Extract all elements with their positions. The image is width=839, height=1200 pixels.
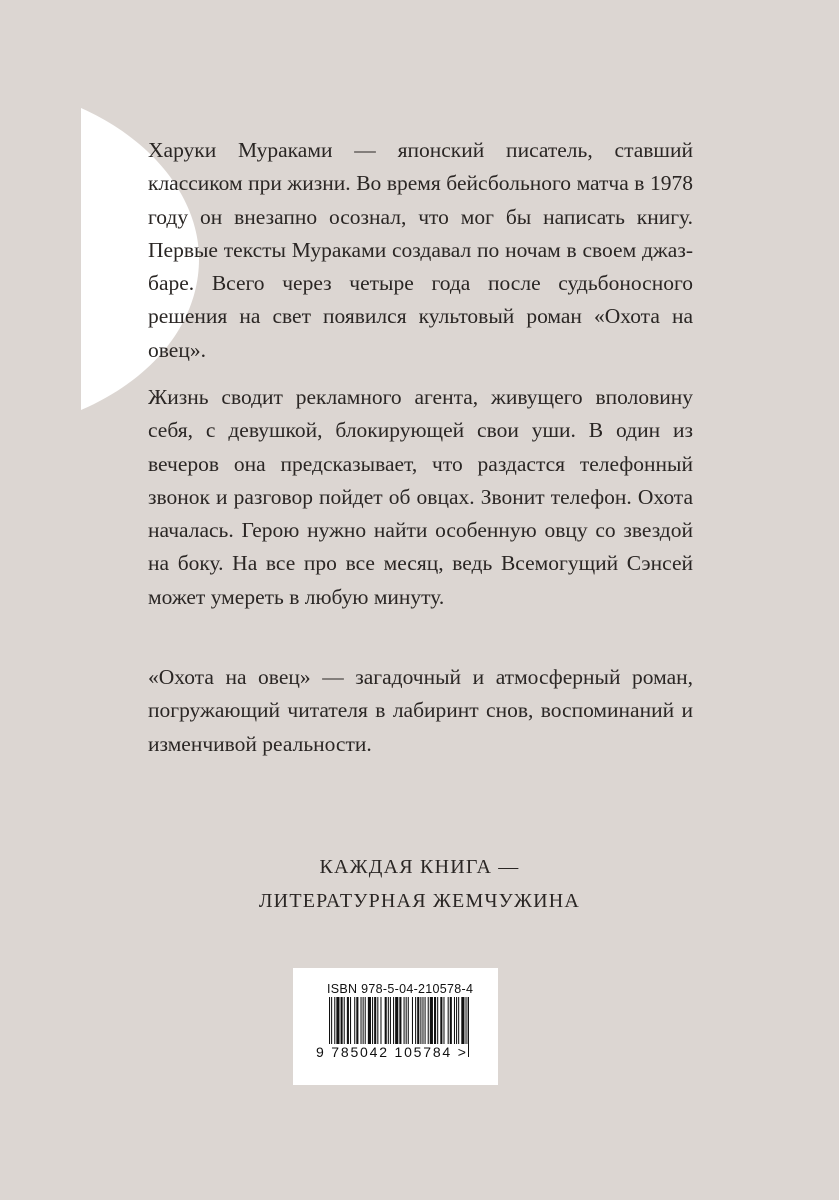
- isbn-label: ISBN 978-5-04-210578-4: [327, 982, 474, 996]
- slogan-line-1: КАЖДАЯ КНИГА —: [319, 856, 520, 878]
- description-paragraph-1: Харуки Мураками — японский писатель, ставший классиком при жизни. Во время бейсбольного матча в 1978 году он внезапно осознал, что мог бы написать книгу. Первые тексты Мураками создавал по ночам в своем джаз-баре. Всего через четыре года после судьбоносного решения на свет появился культовый роман «Охота на овец».: [148, 138, 693, 362]
- description-paragraph-2: Жизнь сводит рекламного агента, живущего вполовину себя, с девушкой, блокирующей свои уши. В один из вечеров она предсказывает, что раздастся телефонный звонок и разговор пойдет об овцах. Звонит телефон. Охота началась. Герою нужно найти особенную овцу со звездой на боку. На все про все месяц, ведь Всемогущий Сэнсей может умереть в любую минуту.: [148, 385, 693, 609]
- description-paragraph-3: «Охота на овец» — загадочный и атмосферный роман, погружающий читателя в лабиринт снов, воспоминаний и изменчивой реальности.: [148, 665, 693, 756]
- barcode-digits: 9 785042 105784 >: [316, 1044, 468, 1060]
- barcode-panel: [293, 968, 498, 1085]
- slogan-line-2: ЛИТЕРАТУРНАЯ ЖЕМЧУЖИНА: [258, 890, 581, 912]
- series-slogan: [0, 850, 839, 918]
